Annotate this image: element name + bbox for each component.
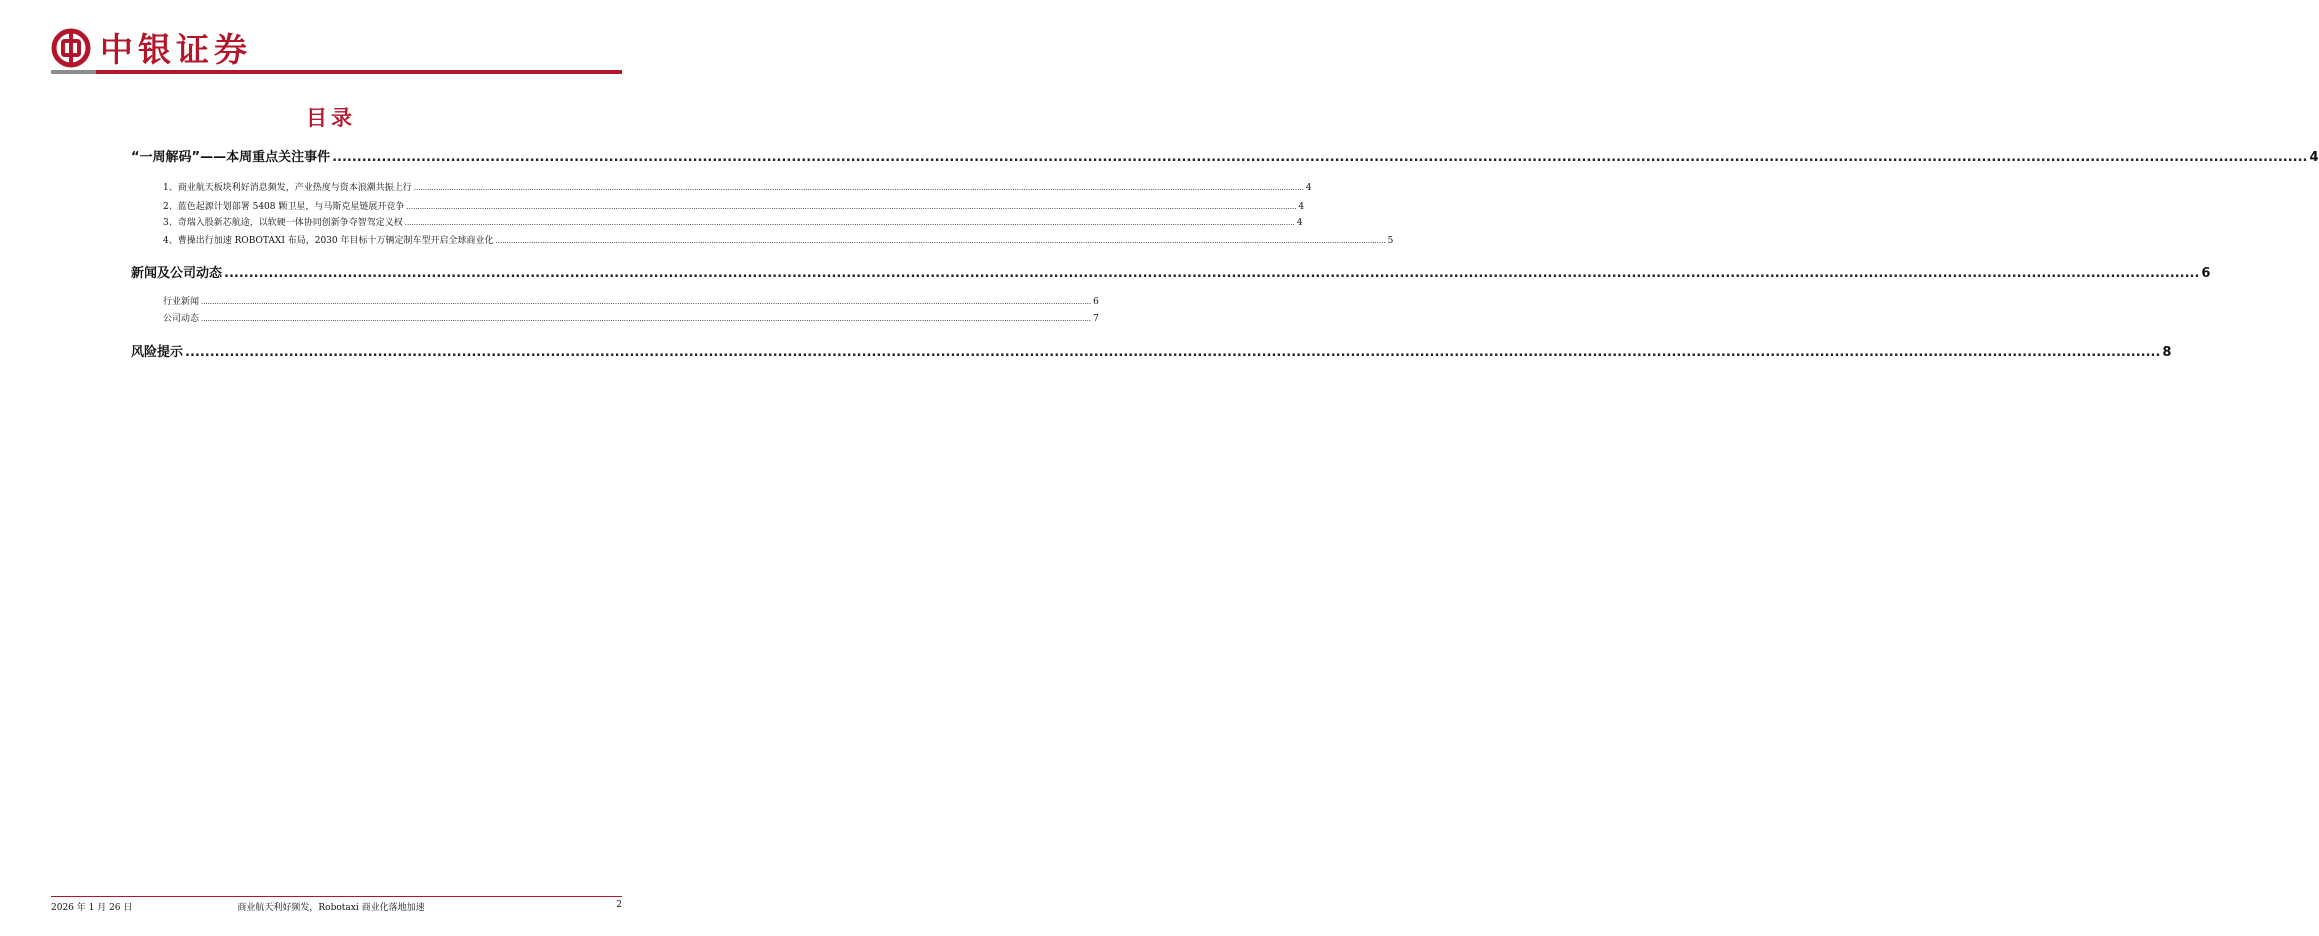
toc-leader-dots: ................................................................................................................................................................................................................................................................................................................................................................................................................ bbox=[224, 266, 2200, 281]
toc-entry-label: 风险提示 bbox=[131, 345, 184, 360]
toc-entry-label: 2、蓝色起源计划部署 5408 颗卫星，与马斯克星链展开竞争 bbox=[163, 202, 405, 212]
toc-leader-dots: ................................................................................................................................................................................................................................................................................................................................................................................................................ bbox=[185, 345, 2161, 360]
toc-entry-page: 5 bbox=[1387, 236, 1394, 246]
toc-leader-dots: ................................................................................................................................................................................................................................................................................................................................................................................................................ bbox=[413, 184, 1304, 192]
toc-entry-page: 6 bbox=[1093, 297, 1099, 307]
brand-name: 中银证券 bbox=[100, 30, 252, 69]
toc-leader-dots: ................................................................................................................................................................................................................................................................................................................................................................................................................ bbox=[495, 237, 1386, 245]
header-rule-gray bbox=[51, 70, 96, 74]
footer-rule bbox=[51, 896, 622, 897]
toc-section-entry[interactable] bbox=[131, 146, 2319, 165]
toc-entry-label: 4、曹操出行加速 ROBOTAXI 布局，2030 年目标十万辆定制车型开启全球商业化 bbox=[163, 236, 494, 246]
footer-page-number: 2 bbox=[616, 900, 622, 910]
toc-leader-dots: ................................................................................................................................................................................................................................................................................................................................................................................................................ bbox=[406, 203, 1297, 211]
toc-subsection-entry[interactable] bbox=[163, 233, 1394, 246]
toc-entry-page: 8 bbox=[2162, 345, 2172, 360]
page-header bbox=[0, 0, 662, 80]
toc-subsection-entry[interactable] bbox=[163, 180, 1312, 193]
toc-subsection-entry[interactable] bbox=[163, 294, 1099, 307]
toc-entry-page: 4 bbox=[2309, 150, 2319, 165]
toc-entry-page: 4 bbox=[1296, 218, 1303, 228]
toc-leader-dots: ................................................................................................................................................................................................................................................................................................................................................................................................................ bbox=[201, 315, 1092, 323]
toc-leader-dots: ................................................................................................................................................................................................................................................................................................................................................................................................................ bbox=[404, 219, 1295, 227]
toc-subsection-entry[interactable] bbox=[163, 311, 1099, 324]
toc-leader-dots: ................................................................................................................................................................................................................................................................................................................................................................................................................ bbox=[332, 150, 2308, 165]
toc-section-entry[interactable] bbox=[131, 262, 2211, 281]
footer-date: 2026 年 1 月 26 日 bbox=[51, 903, 133, 913]
toc-entry-label: 公司动态 bbox=[163, 314, 200, 324]
toc-entry-label: 新闻及公司动态 bbox=[131, 266, 223, 281]
toc-leader-dots: ................................................................................................................................................................................................................................................................................................................................................................................................................ bbox=[201, 298, 1092, 306]
toc-title: 目录 bbox=[306, 106, 356, 130]
toc-subsection-entry[interactable] bbox=[163, 199, 1305, 212]
toc-section-entry[interactable] bbox=[131, 341, 2172, 360]
header-rule-red bbox=[96, 70, 622, 74]
bank-of-china-logo-icon bbox=[51, 28, 91, 68]
toc-entry-page: 4 bbox=[1305, 183, 1312, 193]
toc-entry-label: “一周解码”——本周重点关注事件 bbox=[131, 150, 331, 165]
footer-report-title: 商业航天利好频发，Robotaxi 商业化落地加速 bbox=[237, 903, 425, 913]
toc-entry-label: 3、奇瑞入股新芯航途，以软硬一体协同创新争夺智驾定义权 bbox=[163, 218, 403, 228]
toc-entry-label: 行业新闻 bbox=[163, 297, 200, 307]
toc-subsection-entry[interactable] bbox=[163, 215, 1303, 228]
toc-entry-page: 7 bbox=[1093, 314, 1099, 324]
toc-entry-label: 1、商业航天板块利好消息频发，产业热度与资本浪潮共振上行 bbox=[163, 183, 412, 193]
toc-entry-page: 4 bbox=[1298, 202, 1305, 212]
toc-entry-page: 6 bbox=[2201, 266, 2211, 281]
